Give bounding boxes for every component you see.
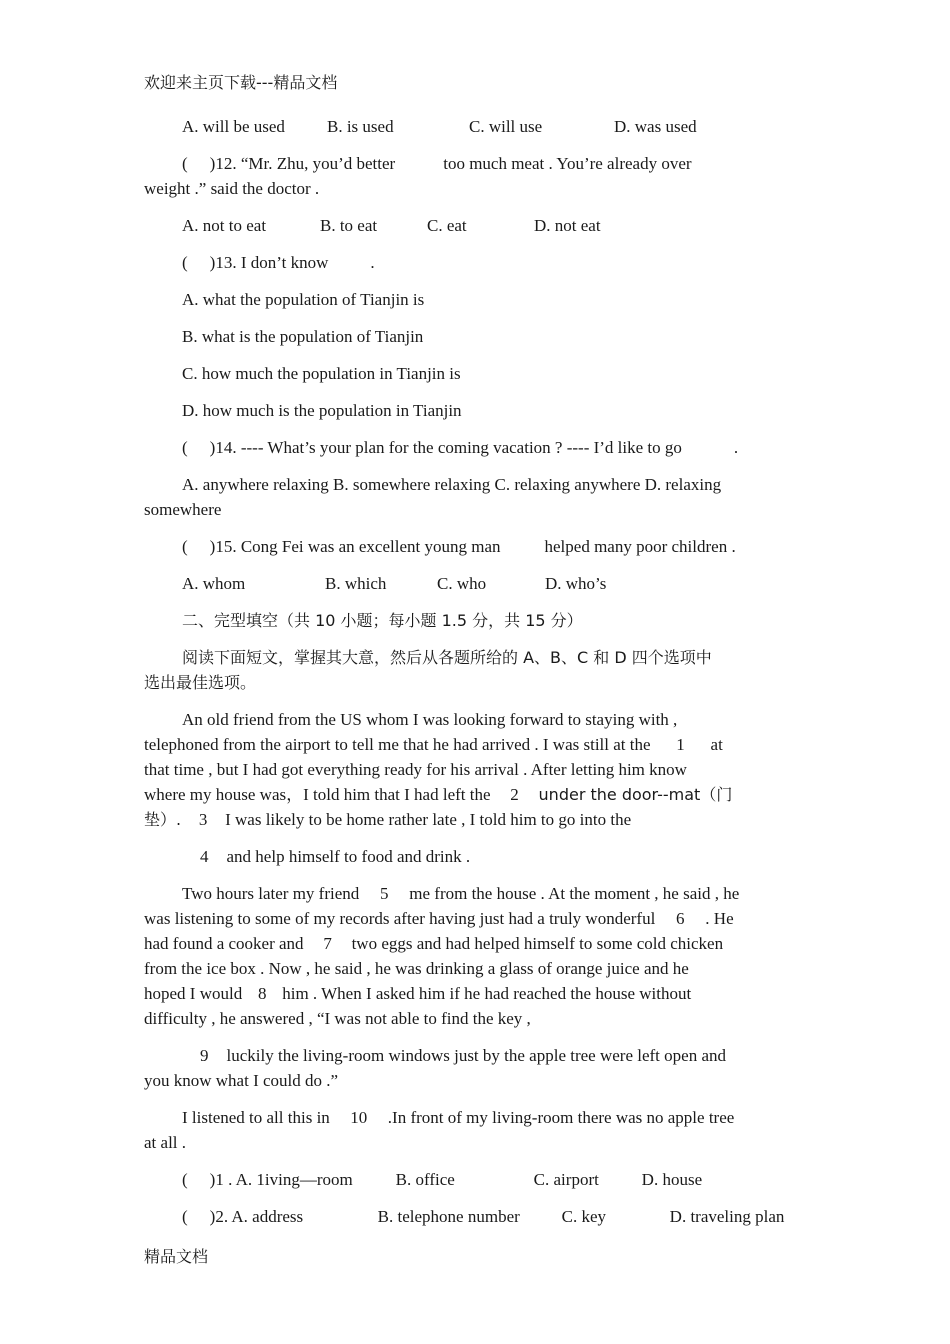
passage-paragraph-1 bbox=[144, 707, 808, 832]
passage-line bbox=[144, 782, 808, 807]
section-title: 二、完型填空（共 10 小题；每小题 1.5 分，共 15 分） bbox=[182, 611, 583, 630]
passage-line bbox=[144, 981, 808, 1006]
answer-label: )2. A. address bbox=[209, 1207, 304, 1226]
passage-line bbox=[144, 807, 808, 832]
option: D. who’s bbox=[545, 574, 607, 593]
passage-line: at all . bbox=[144, 1133, 187, 1152]
option: B. telephone number bbox=[377, 1207, 520, 1226]
q13-option-c: C. how much the population in Tianjin is bbox=[182, 364, 461, 383]
passage-paragraph-2 bbox=[144, 881, 808, 1031]
option: C. eat bbox=[427, 216, 467, 235]
paren: ( bbox=[182, 438, 188, 457]
question-15 bbox=[144, 534, 808, 559]
q14-end: . bbox=[733, 438, 739, 457]
option: A. will be used bbox=[182, 117, 285, 136]
q14-text: )14. ---- What’s your plan for the coming vacation ? ---- I’d like to go bbox=[209, 438, 682, 457]
passage-line: An old friend from the US whom I was looking forward to staying with , bbox=[182, 710, 678, 729]
passage-line: from the ice box . Now , he said , he was drinking a glass of orange juice and he bbox=[144, 959, 689, 978]
question-14 bbox=[144, 435, 808, 460]
passage-text: at bbox=[710, 735, 723, 754]
passage-line: that time , but I had got everything ready for his arrival . After letting him know bbox=[144, 760, 687, 779]
passage-text: under the door--mat（门 bbox=[538, 785, 733, 804]
instructions-line1: 阅读下面短文，掌握其大意，然后从各题所给的 A、B、C 和 D 四个选项中 bbox=[182, 648, 712, 667]
question-12 bbox=[144, 151, 808, 201]
option: D. was used bbox=[614, 117, 697, 136]
question-13 bbox=[144, 250, 808, 275]
content bbox=[144, 114, 808, 1241]
passage-text: two eggs and had helped himself to some cold chicken bbox=[351, 934, 724, 953]
passage-line bbox=[144, 1105, 808, 1130]
passage-text: .In front of my living-room there was no apple tree bbox=[387, 1108, 735, 1127]
q13-end: . bbox=[370, 253, 375, 272]
option: A. whom bbox=[182, 574, 246, 593]
blank-number-3: 3 bbox=[198, 810, 208, 829]
option: B. is used bbox=[327, 117, 394, 136]
passage-text: I listened to all this in bbox=[182, 1108, 330, 1127]
passage-line bbox=[144, 844, 808, 869]
blank-number-4: 4 bbox=[200, 847, 209, 866]
paren: ( bbox=[182, 253, 188, 272]
page-footer: 精品文档 bbox=[144, 1247, 209, 1266]
blank-number-2: 2 bbox=[510, 785, 519, 804]
q13-option-d: D. how much is the population in Tianjin bbox=[182, 401, 462, 420]
passage-text: luckily the living-room windows just by the apple tree were left open and bbox=[226, 1046, 726, 1065]
passage-text: and help himself to food and drink . bbox=[226, 847, 471, 866]
option: A. not to eat bbox=[182, 216, 267, 235]
blank-number-10: 10 bbox=[350, 1108, 368, 1127]
paren: ( bbox=[182, 154, 188, 173]
passage-text: where my house was，I told him that I had left the bbox=[144, 785, 491, 804]
option: C. key bbox=[561, 1207, 607, 1226]
q14-options bbox=[144, 472, 808, 522]
q12-options bbox=[144, 213, 808, 238]
passage-line bbox=[144, 931, 808, 956]
blank-number-6: 6 bbox=[676, 909, 685, 928]
option: C. who bbox=[437, 574, 487, 593]
q11-options bbox=[144, 114, 808, 139]
passage-line bbox=[144, 1043, 808, 1068]
q13-option-b: B. what is the population of Tianjin bbox=[182, 327, 424, 346]
passage-text: me from the house . At the moment , he said , he bbox=[409, 884, 740, 903]
option: C. will use bbox=[469, 117, 543, 136]
passage-line: difficulty , he answered , “I was not able to find the key , bbox=[144, 1009, 531, 1028]
passage-line: you know what I could do .” bbox=[144, 1071, 339, 1090]
blank-number-1: 1 bbox=[676, 735, 685, 754]
passage-paragraph-4 bbox=[144, 1105, 808, 1155]
answer-row-1 bbox=[144, 1167, 808, 1192]
q14-options-line2: somewhere bbox=[144, 500, 222, 519]
instructions-line2: 选出最佳选项。 bbox=[144, 673, 257, 692]
q12-text-b: too much meat . You’re already over bbox=[443, 154, 692, 173]
passage-text: telephoned from the airport to tell me that he had arrived . I was still at the bbox=[144, 735, 651, 754]
passage-paragraph-3 bbox=[144, 1043, 808, 1093]
paren: ( bbox=[182, 1207, 188, 1226]
blank-number-9: 9 bbox=[200, 1046, 209, 1065]
q15-text-a: )15. Cong Fei was an excellent young man bbox=[209, 537, 501, 556]
q14-options-line1: A. anywhere relaxing B. somewhere relaxing C. relaxing anywhere D. relaxing bbox=[182, 475, 722, 494]
answer-row-2 bbox=[144, 1204, 808, 1229]
option: B. office bbox=[395, 1170, 455, 1189]
paren: ( bbox=[182, 1170, 188, 1189]
page-header: 欢迎来主页下载---精品文档 bbox=[144, 73, 338, 92]
option: D. house bbox=[641, 1170, 703, 1189]
option: D. not eat bbox=[534, 216, 601, 235]
passage-line bbox=[144, 732, 808, 757]
passage-text: was listening to some of my records after having just had a truly wonderful bbox=[144, 909, 656, 928]
passage-text: hoped I would bbox=[144, 984, 243, 1003]
option: B. which bbox=[325, 574, 387, 593]
q13-option-a: A. what the population of Tianjin is bbox=[182, 290, 425, 309]
passage-line bbox=[144, 881, 808, 906]
passage-text: had found a cooker and bbox=[144, 934, 304, 953]
option: D. traveling plan bbox=[669, 1207, 785, 1226]
q12-text-c: weight .” said the doctor . bbox=[144, 179, 320, 198]
answer-label: )1 . A. 1iving—room bbox=[209, 1170, 353, 1189]
passage-text: . He bbox=[705, 909, 734, 928]
passage-text: 垫）. bbox=[144, 810, 182, 829]
blank-number-8: 8 bbox=[257, 984, 267, 1003]
q15-text-b: helped many poor children . bbox=[544, 537, 736, 556]
instructions bbox=[144, 645, 808, 695]
passage-text: him . When I asked him if he had reached the house without bbox=[282, 984, 692, 1003]
blank-number-5: 5 bbox=[380, 884, 389, 903]
q15-options bbox=[144, 571, 808, 596]
option: C. airport bbox=[533, 1170, 599, 1189]
q12-text-a: )12. “Mr. Zhu, you’d better bbox=[209, 154, 396, 173]
passage-text: I was likely to be home rather late , I told him to go into the bbox=[225, 810, 632, 829]
paren: ( bbox=[182, 537, 188, 556]
passage-line bbox=[144, 906, 808, 931]
passage-text: Two hours later my friend bbox=[182, 884, 360, 903]
blank-number-7: 7 bbox=[323, 934, 332, 953]
option: B. to eat bbox=[320, 216, 378, 235]
q13-text: )13. I don’t know bbox=[209, 253, 329, 272]
